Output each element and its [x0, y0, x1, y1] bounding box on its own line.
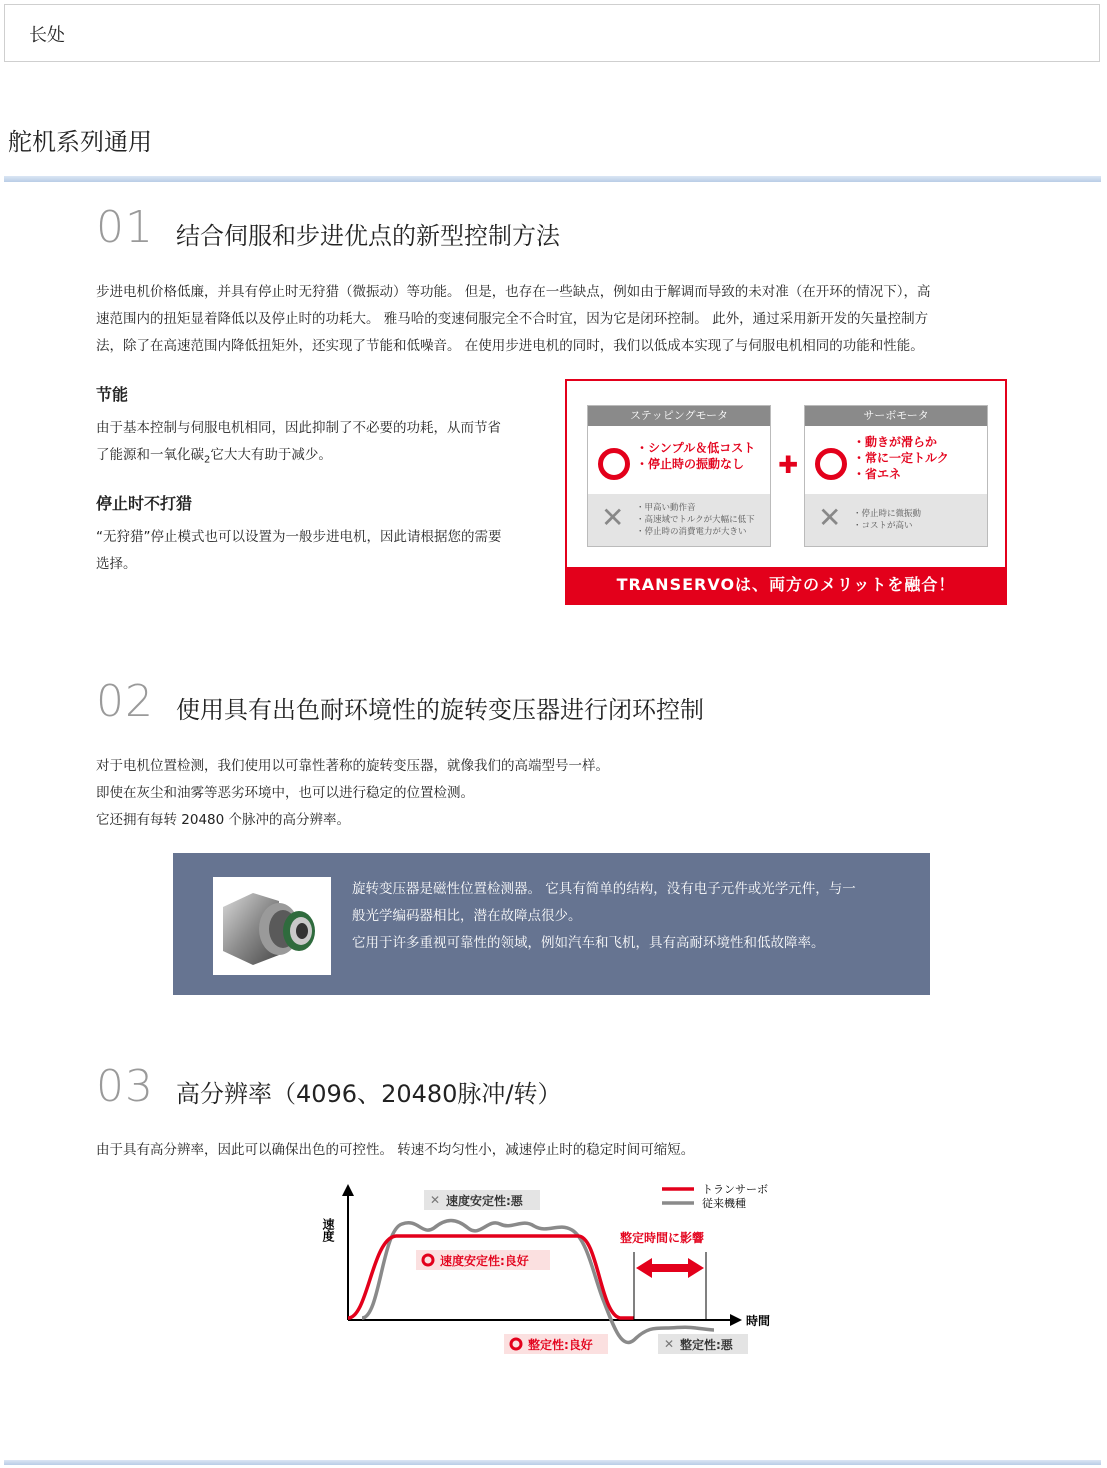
text-line: 由于基本控制与伺服电机相同，因此抑制了不必要的功耗，从而节省 [96, 420, 501, 436]
pros-list [853, 434, 949, 482]
pro-item: ・動きが滑らか [853, 435, 938, 449]
pro-item: ・停止時の振動なし [636, 457, 745, 471]
resolver-info-box [173, 853, 930, 995]
text-fragment: 了能源和一氧化碳 [96, 447, 204, 463]
section-intro [96, 753, 996, 834]
settle-time-label: 整定時間に影響 [620, 1231, 705, 1245]
intro-line: 它还拥有每转 20480 个脉冲的高分辨率。 [96, 812, 351, 828]
page-title: 舵机系列通用 [8, 128, 152, 156]
intro-line: 对于电机位置检测，我们使用以可靠性著称的旋转变压器，就像我们的高端型号一样。 [96, 758, 609, 774]
con-item: ・停止時に微振動 [853, 509, 922, 519]
legend-conventional: 従来機種 [702, 1197, 746, 1210]
section-intro [96, 279, 1006, 360]
good-speed-label: 速度安定性:良好 [440, 1254, 529, 1268]
bottom-divider [4, 1460, 1101, 1465]
section-intro [96, 1137, 996, 1164]
section-title: 使用具有出色耐环境性的旋转变压器进行闭环控制 [176, 696, 704, 724]
pro-item: ・省エネ [853, 467, 902, 481]
stepper-card [587, 405, 771, 547]
speed-stability-diagram [322, 1178, 792, 1360]
intro-line: 速范围内的扭矩显着降低以及停止时的功耗大。 雅马哈的变速伺服完全不合时宜，因为它是闭环控制。 此外，通过采用新开发的矢量控制方 [96, 311, 929, 327]
con-item: ・高速域でトルクが大幅に低下 [636, 515, 755, 525]
bad-speed-label: 速度安定性:悪 [446, 1194, 523, 1208]
bad-x-icon: ✕ [818, 501, 842, 534]
intro-line: 即使在灰尘和油雾等恶劣环境中，也可以进行稳定的位置检测。 [96, 785, 474, 801]
con-item: ・コストが高い [853, 521, 913, 531]
x-icon: ✕ [430, 1193, 441, 1207]
text-line: 选择。 [96, 556, 137, 572]
tab-strengths[interactable]: 长处 [29, 25, 65, 46]
card-pros [805, 426, 987, 492]
card-header: サーボモータ [805, 406, 987, 426]
text-line [96, 442, 546, 474]
bad-settle-label: 整定性:悪 [680, 1338, 733, 1352]
pro-item: ・シンプル＆低コスト [636, 441, 756, 455]
section-number: 03 [96, 1061, 154, 1112]
subscript: 2 [204, 454, 211, 466]
servo-card [804, 405, 988, 547]
title-divider [4, 176, 1101, 182]
transervo-curve [348, 1236, 634, 1318]
no-hunting-text [96, 524, 546, 578]
con-item: ・停止時の消費電力が大きい [636, 527, 747, 537]
text-line: “无狩猎”停止模式也可以设置为一般步进电机，因此请根据您的需要 [96, 529, 502, 545]
con-item: ・甲高い動作音 [636, 503, 696, 513]
card-header: ステッピングモータ [588, 406, 770, 426]
pros-list [636, 440, 755, 472]
good-settle-label: 整定性:良好 [528, 1338, 593, 1352]
tab-bar [4, 4, 1100, 62]
card-cons [805, 494, 987, 546]
resolver-description [352, 876, 912, 957]
section-title: 结合伺服和步进优点的新型控制方法 [176, 222, 560, 250]
section-number: 02 [96, 676, 154, 727]
plus-icon: ✚ [778, 451, 799, 479]
bad-x-icon: ✕ [601, 501, 625, 534]
subheading-no-hunting: 停止时不打猎 [96, 494, 193, 513]
settle-arrow [636, 1258, 704, 1278]
cons-list [636, 502, 755, 538]
section-title: 高分辨率（4096、20480脉冲/转） [176, 1080, 562, 1108]
pro-item: ・常に一定トルク [853, 451, 949, 465]
good-circle-icon [598, 448, 630, 480]
intro-line: 由于具有高分辨率，因此可以确保出色的可控性。 转速不均匀性小，减速停止时的稳定时间可缩短。 [96, 1142, 695, 1158]
intro-line: 步进电机价格低廉，并具有停止时无狩猎（微振动）等功能。 但是，也存在一些缺点，例如由于解调而导致的未对准（在开环的情况下），高 [96, 284, 931, 300]
x-axis-label: 時間 [746, 1314, 771, 1328]
subheading-energy: 节能 [96, 385, 129, 404]
x-axis-arrow [730, 1314, 742, 1326]
text-line: 它用于许多重视可靠性的领域，例如汽车和飞机，具有高耐环境性和低故障率。 [352, 935, 825, 951]
good-circle-icon [815, 448, 847, 480]
card-cons [588, 494, 770, 546]
text-line: 旋转变压器是磁性位置检测器。 它具有简单的结构，没有电子元件或光学元件，与一 [352, 881, 856, 897]
y-axis-arrow [342, 1184, 354, 1196]
transervo-banner: TRANSERVOは、両方のメリットを融合！ [567, 567, 1005, 603]
comparison-figure [565, 379, 1007, 605]
energy-text [96, 415, 546, 474]
intro-line: 法，除了在高速范围内降低扭矩外，还实现了节能和低噪音。 在使用步进电机的同时，我们以低成本实现了与伺服电机相同的功能和性能。 [96, 338, 924, 354]
text-line: 般光学编码器相比，潜在故障点很少。 [352, 908, 582, 924]
resolver-photo [213, 877, 331, 975]
card-pros [588, 426, 770, 492]
text-fragment: 它大大有助于减少。 [210, 447, 332, 463]
cons-list [853, 508, 921, 532]
y-axis-label: 速度 [322, 1218, 335, 1242]
legend-transervo: トランサーボ [702, 1183, 768, 1196]
x-icon: ✕ [664, 1337, 675, 1351]
section-number: 01 [96, 202, 154, 253]
